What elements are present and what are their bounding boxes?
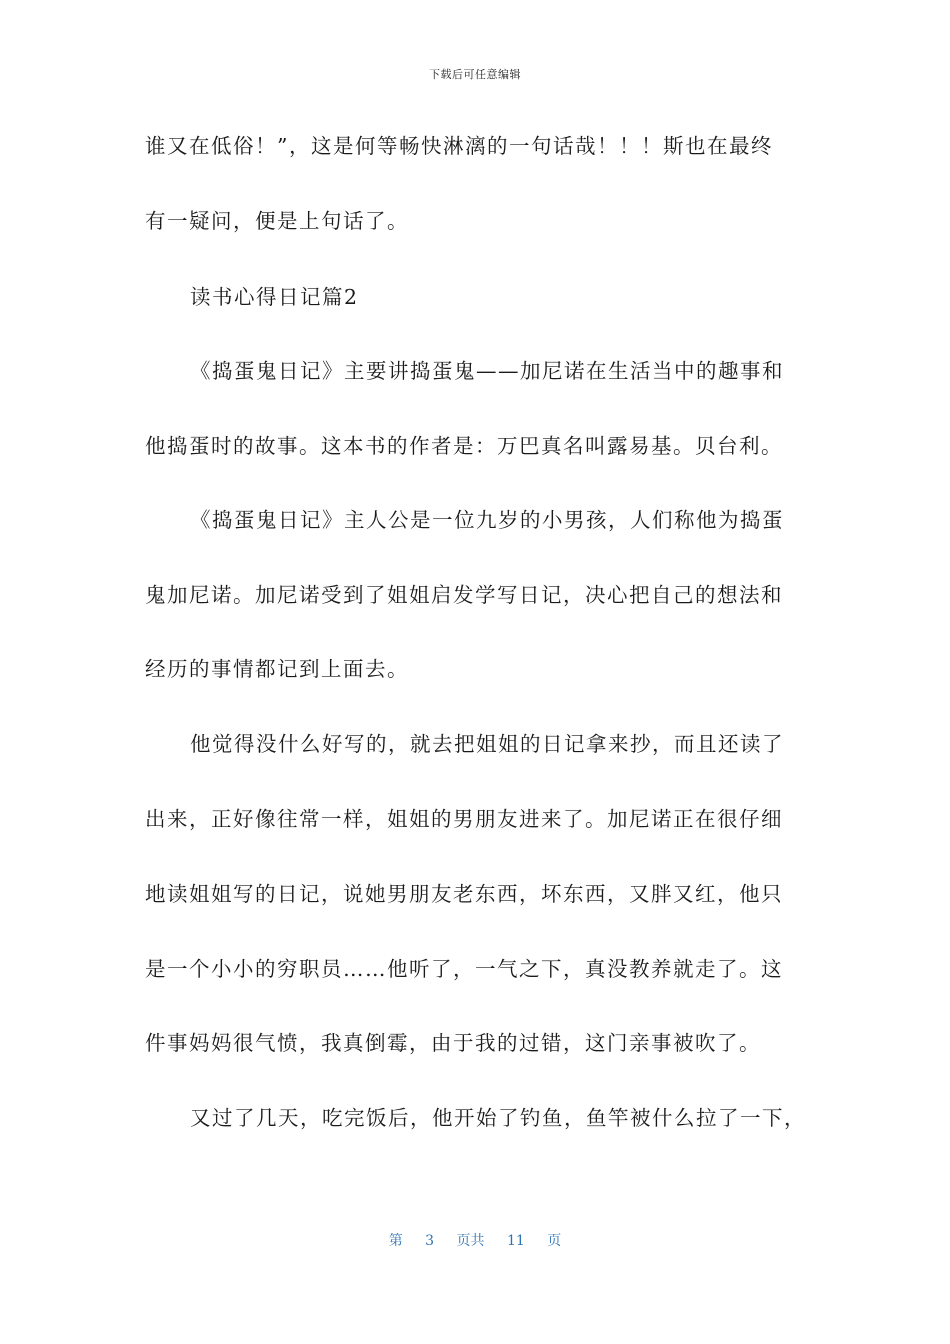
paragraph-line: 谁又在低俗！”，这是何等畅快淋漓的一句话哉！！！斯也在最终 <box>145 134 773 158</box>
total-pages: 11 <box>507 1233 525 1249</box>
paragraph-line: 鬼加尼诺。加尼诺受到了姐姐启发学写日记，决心把自己的想法和 <box>145 583 783 607</box>
page-prefix: 第 <box>388 1233 403 1249</box>
page-number: 3 <box>425 1233 435 1249</box>
page-header: 下载后可任意编辑 <box>429 68 521 81</box>
paragraph-line: 《捣蛋鬼日记》主人公是一位九岁的小男孩，人们称他为捣蛋 <box>190 508 784 532</box>
paragraph-line: 他捣蛋时的故事。这本书的作者是：万巴真名叫露易基。贝台利。 <box>145 434 783 458</box>
paragraph-line: 是一个小小的穷职员……他听了，一气之下，真没教养就走了。这 <box>145 957 783 981</box>
paragraph-line: 又过了几天，吃完饭后，他开始了钓鱼，鱼竿被什么拉了一下， <box>190 1106 806 1130</box>
paragraph-line: 有一疑问，便是上句话了。 <box>145 209 409 233</box>
paragraph-line: 经历的事情都记到上面去。 <box>145 657 409 681</box>
paragraph-line: 出来，正好像往常一样，姐姐的男朋友进来了。加尼诺正在很仔细 <box>145 807 783 831</box>
section-heading: 读书心得日记篇2 <box>190 285 359 309</box>
page-suffix: 页 <box>547 1233 562 1249</box>
page-footer <box>0 1230 950 1250</box>
paragraph-line: 《捣蛋鬼日记》主要讲捣蛋鬼——加尼诺在生活当中的趣事和 <box>190 359 784 383</box>
page-middle: 页共 <box>456 1233 485 1249</box>
paragraph-line: 地读姐姐写的日记，说她男朋友老东西，坏东西，又胖又红，他只 <box>145 882 783 906</box>
paragraph-line: 件事妈妈很气愤，我真倒霉，由于我的过错，这门亲事被吹了。 <box>145 1031 761 1055</box>
paragraph-line: 他觉得没什么好写的，就去把姐姐的日记拿来抄，而且还读了 <box>190 732 784 756</box>
